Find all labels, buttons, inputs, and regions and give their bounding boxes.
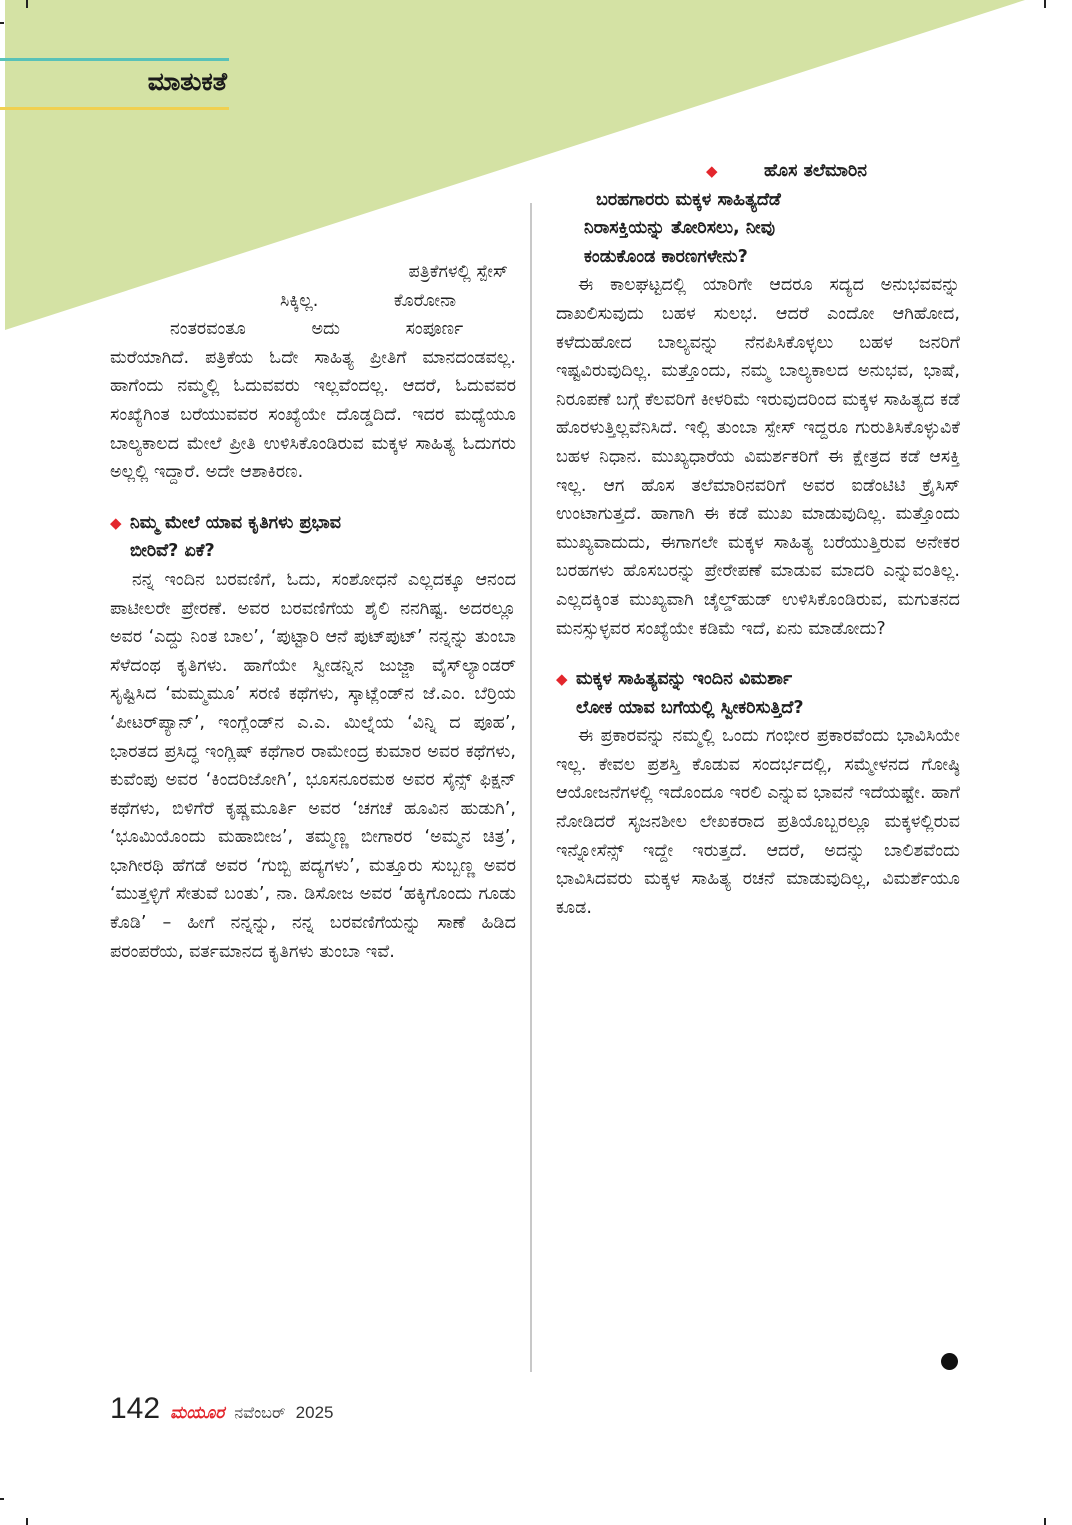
crop-mark (1044, 0, 1046, 8)
answer-paragraph: ಈ ಕಾಲಘಟ್ಟದಲ್ಲಿ ಯಾರಿಗೇ ಆದರೂ ಸದ್ಯದ ಅನುಭವವನ್ನು ದಾಖಲಿಸುವುದು ಬಹಳ ಸುಲಭ. ಆದರೆ ಎಂದೋ ಆಗಿಹೋದ, ಕಳೆದುಹೋದ ಬಾಲ್ಯವನ್ನು ನೆನಪಿಸಿಕೊಳ್ಳಲು ಬಹಳ ಜನರಿಗೆ ಇಷ್ಟವಿರುವುದಿಲ್ಲ. ಮತ್ತೊಂದು, ನಮ್ಮ ಬಾಲ್ಯಕಾಲದ ಅನುಭವ, ಭಾಷೆ, ನಿರೂಪಣೆ ಬಗ್ಗೆ ಕೆಲವರಿಗೆ ಕೀಳರಿಮೆ ಇರುವುದರಿಂದ ಮಕ್ಕಳ ಸಾಹಿತ್ಯದ ಕಡೆ ಹೊರಳುತ್ತಿಲ್ಲವೆನಿಸಿದೆ. ಇಲ್ಲಿ ತುಂಬಾ ಸ್ಪೇಸ್ ಇದ್ದರೂ ಗುರುತಿಸಿಕೊಳ್ಳುವಿಕೆ ಬಹಳ ನಿಧಾನ. ಮುಖ್ಯಧಾರೆಯ ವಿಮರ್ಶಕರಿಗೆ ಈ ಕ್ಷೇತ್ರದ ಕಡೆ ಆಸಕ್ತಿ ಇಲ್ಲ. ಆಗ ಹೊಸ ತಲೆಮಾರಿನವರಿಗೆ ಅವರ ಐಡೆಂಟಿಟಿ ಕ್ರೈಸಿಸ್ ಉಂಟಾಗುತ್ತದೆ. ಹಾಗಾಗಿ ಈ ಕಡೆ ಮುಖ ಮಾಡುವುದಿಲ್ಲ. ಮತ್ತೊಂದು ಮುಖ್ಯವಾದುದು, ಈಗಾಗಲೇ ಮಕ್ಕಳ ಸಾಹಿತ್ಯ ಬರೆಯುತ್ತಿರುವ ಅನೇಕರ ಬರಹಗಳು ಹೊಸಬರನ್ನು ಪ್ರೇರೇಪಣೆ ಮಾಡುವ ಮಾದರಿ ಎನ್ನುವಂತಿಲ್ಲ. ಎಲ್ಲದಕ್ಕಿಂತ ಮುಖ್ಯವಾಗಿ ಚೈಲ್ಡ್‌ಹುಡ್ ಉಳಿಸಿಕೊಂಡಿರುವ, ಮಗುತನದ ಮನಸ್ಸುಳ್ಳವರ ಸಂಖ್ಯೆಯೇ ಕಡಿಮೆ ಇದೆ, ಏನು ಮಾಡೋದು? (556, 275, 960, 639)
crop-mark (0, 1498, 4, 1500)
section-header (0, 58, 229, 110)
intro-line (110, 315, 516, 344)
question-line: ಬರಹಗಾರರು ಮಕ್ಕಳ ಸಾಹಿತ್ಯದೆಡೆ (596, 189, 781, 210)
intro-line: ಪತ್ರಿಕೆಗಳಲ್ಲಿ ಸ್ಪೇಸ್ (408, 262, 508, 282)
question-heading (556, 665, 960, 722)
page-number: 142 (110, 1392, 161, 1425)
intro-line (110, 287, 516, 316)
issue-year: 2025 (295, 1403, 334, 1422)
end-of-article-dot-icon (941, 1353, 958, 1370)
intro-line-text: ಸಿಕ್ಕಿಲ್ಲ. ಕೊರೋನಾ (280, 290, 457, 311)
question-line: ಕಂಡುಕೊಂಡ ಕಾರಣಗಳೇನು? (584, 246, 748, 267)
question-text: ಹೊಸ ತಲೆಮಾರಿನ (764, 161, 868, 181)
diamond-bullet-icon: ◆ (706, 162, 718, 180)
question-text: ನಿಮ್ಮ ಮೇಲೆ ಯಾವ ಕೃತಿಗಳು ಪ್ರಭಾವ (130, 512, 342, 533)
crop-mark (1044, 1518, 1046, 1525)
page-footer (110, 1392, 334, 1426)
diamond-bullet-icon: ◆ (110, 513, 122, 532)
question-heading (110, 509, 516, 566)
question-line: ನಿರಾಸಕ್ತಿಯನ್ನು ತೋರಿಸಲು, ನೀವು (584, 218, 776, 239)
question-text: ಲೋಕ ಯಾವ ಬಗೆಯಲ್ಲಿ ಸ್ವೀಕರಿಸುತ್ತಿದೆ? (576, 697, 804, 718)
question-line (556, 157, 960, 186)
question-text: ಬೀರಿವೆ? ಏಕೆ? (130, 541, 215, 562)
section-title: ಮಾತುಕತೆ (147, 67, 227, 96)
left-column (110, 258, 516, 966)
right-column (556, 157, 960, 922)
diamond-bullet-icon: ◆ (556, 670, 568, 689)
crop-mark (0, 22, 4, 24)
crop-mark (26, 0, 28, 8)
teal-rule (0, 58, 229, 61)
column-divider (530, 203, 532, 1372)
crop-mark (26, 1518, 28, 1525)
question-heading (556, 157, 960, 271)
issue-month: ನವೆಂಬರ್ (234, 1403, 286, 1422)
intro-paragraph: ಮರೆಯಾಗಿದೆ. ಪತ್ರಿಕೆಯ ಓದೇ ಸಾಹಿತ್ಯ ಪ್ರೀತಿಗೆ ಮಾನದಂಡವಲ್ಲ. ಹಾಗೆಂದು ನಮ್ಮಲ್ಲಿ ಓದುವವರು ಇಲ್ಲವೆಂದಲ್ಲ. ಆದರೆ, ಓದುವವರ ಸಂಖ್ಯೆಗಿಂತ ಬರೆಯುವವರ ಸಂಖ್ಯೆಯೇ ದೊಡ್ಡದಿದೆ. ಇದರ ಮಧ್ಯೆಯೂ ಬಾಲ್ಯಕಾಲದ ಮೇಲೆ ಪ್ರೀತಿ ಉಳಿಸಿಕೊಂಡಿರುವ ಮಕ್ಕಳ ಸಾಹಿತ್ಯ ಓದುಗರು ಅಲ್ಲಲ್ಲಿ ಇದ್ದಾರೆ. ಅದೇ ಆಶಾಕಿರಣ. (110, 347, 516, 483)
magazine-logo: ಮಯೂರ (170, 1403, 225, 1423)
question-text: ಮಕ್ಕಳ ಸಾಹಿತ್ಯವನ್ನು ಇಂದಿನ ವಿಮರ್ಶಾ (576, 669, 793, 690)
yellow-rule (0, 107, 229, 110)
intro-line-text: ನಂತರವಂತೂ ಅದು ಸಂಪೂರ್ಣ (170, 319, 464, 340)
answer-paragraph: ಈ ಪ್ರಕಾರವನ್ನು ನಮ್ಮಲ್ಲಿ ಒಂದು ಗಂಭೀರ ಪ್ರಕಾರವೆಂದು ಭಾವಿಸಿಯೇ ಇಲ್ಲ. ಕೇವಲ ಪ್ರಶಸ್ತಿ ಕೊಡುವ ಸಂದರ್ಭದಲ್ಲಿ, ಸಮ್ಮೇಳನದ ಗೋಷ್ಠಿ ಆಯೋಜನೆಗಳಲ್ಲಿ ಇದೊಂದೂ ಇರಲಿ ಎನ್ನುವ ಭಾವನೆ ಇದೆಯಷ್ಟೇ. ಹಾಗೆ ನೋಡಿದರೆ ಸೃಜನಶೀಲ ಲೇಖಕರಾದ ಪ್ರತಿಯೊಬ್ಬರಲ್ಲೂ ಮಕ್ಕಳಲ್ಲಿರುವ ಇನ್ನೋಸೆನ್ಸ್ ಇದ್ದೇ ಇರುತ್ತದೆ. ಆದರೆ, ಅದನ್ನು ಬಾಲಿಶವೆಂದು ಭಾವಿಸಿದವರು ಮಕ್ಕಳ ಸಾಹಿತ್ಯ ರಚನೆ ಮಾಡುವುದಿಲ್ಲ, ವಿಮರ್ಶೆಯೂ ಕೂಡ. (556, 726, 960, 918)
answer-paragraph: ನನ್ನ ಇಂದಿನ ಬರವಣಿಗೆ, ಓದು, ಸಂಶೋಧನೆ ಎಲ್ಲದಕ್ಕೂ ಆನಂದ ಪಾಟೀಲರೇ ಪ್ರೇರಣೆ. ಅವರ ಬರವಣಿಗೆಯ ಶೈಲಿ ನನಗಿಷ್ಟ. ಅದರಲ್ಲೂ ಅವರ ‘ಎದ್ದು ನಿಂತ ಬಾಲ’, ‘ಪುಟ್ಟಾರಿ ಆನೆ ಪುಟ್‌ಪುಟ್’ ನನ್ನನ್ನು ತುಂಬಾ ಸೆಳೆದಂಥ ಕೃತಿಗಳು. ಹಾಗೆಯೇ ಸ್ವೀಡನ್ನಿನ ಜುಜ್ಜಾ ವೈಸ್‌ಲ್ಯಾಂಡರ್ ಸೃಷ್ಟಿಸಿದ ‘ಮಮ್ಮಮೂ’ ಸರಣಿ ಕಥೆಗಳು, ಸ್ಕಾಟ್ಲೆಂಡ್‌ನ ಜೆ.ಎಂ. ಬೆರ‍್ರಿಯ ‘ಪೀಟರ್‌ಪ್ಯಾನ್’, ಇಂಗ್ಲೆಂಡ್‌ನ ಎ.ಎ. ಮಿಲ್ನೆಯ ‘ವಿನ್ನಿ ದ ಪೂಹ’, ಭಾರತದ ಪ್ರಸಿದ್ಧ ಇಂಗ್ಲಿಷ್ ಕಥೆಗಾರ ರಾಮೇಂದ್ರ ಕುಮಾರ ಅವರ ಕಥೆಗಳು, ಕುವೆಂಪು ಅವರ ‘ಕಿಂದರಿಜೋಗಿ’, ಭೂಸನೂರಮಠ ಅವರ ಸೈನ್ಸ್ ಫಿಕ್ಷನ್ ಕಥೆಗಳು, ಬಿಳಿಗೆರೆ ಕೃಷ್ಣಮೂರ್ತಿ ಅವರ ‘ಚಗಚೆ ಹೂವಿನ ಹುಡುಗಿ’, ‘ಭೂಮಿಯೊಂದು ಮಹಾಬೀಜ’, ತಮ್ಮಣ್ಣ ಬೀಗಾರರ ‘ಅಮ್ಮನ ಚಿತ್ರ’, ಭಾಗೀರಥಿ ಹೆಗಡೆ ಅವರ ‘ಗುಬ್ಬಿ ಪದ್ಯಗಳು’, ಮತ್ತೂರು ಸುಬ್ಬಣ್ಣ ಅವರ ‘ಮುತ್ತಳ್ಳಿಗೆ ಸೇತುವೆ ಬಂತು’, ನಾ. ಡಿಸೋಜ ಅವರ ‘ಹಕ್ಕಿಗೊಂದು ಗೂಡು ಕೊಡಿ’ – ಹೀಗೆ ನನ್ನನ್ನು, ನನ್ನ ಬರವಣಿಗೆಯನ್ನು ಸಾಣೆ ಹಿಡಿದ ಪರಂಪರೆಯ, ವರ್ತಮಾನದ ಕೃತಿಗಳು ತುಂಬಾ ಇವೆ. (110, 569, 516, 962)
